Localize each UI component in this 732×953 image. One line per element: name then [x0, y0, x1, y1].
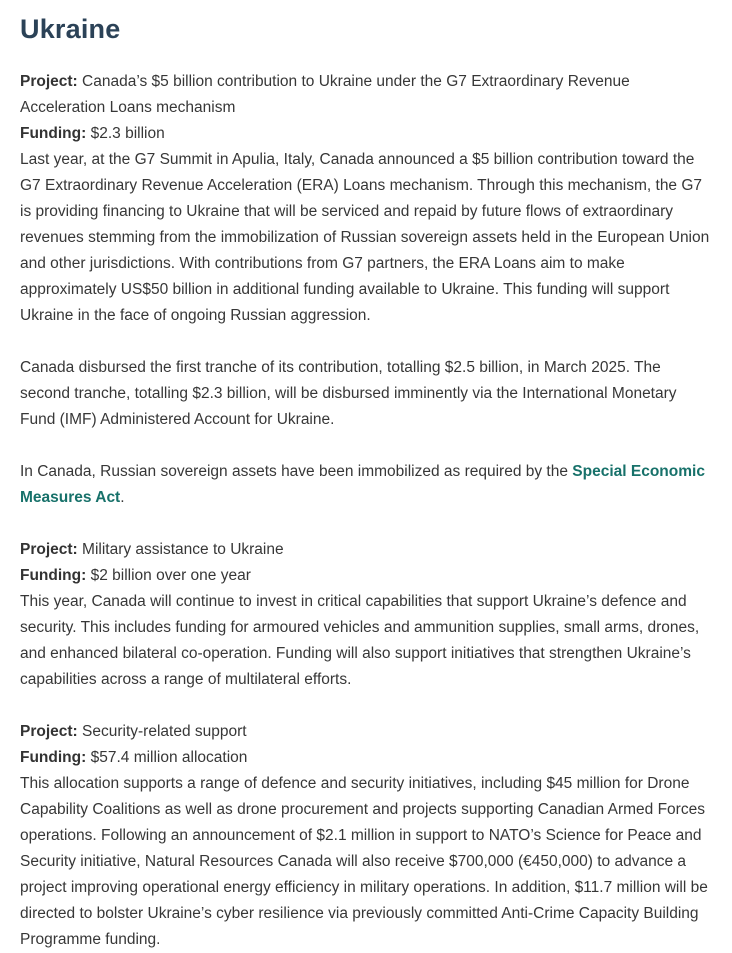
- project-name: Security-related support: [82, 723, 247, 740]
- project-block-security-support: [20, 719, 712, 953]
- project-line: [20, 537, 712, 563]
- project-block-era-loans: [20, 69, 712, 329]
- funding-label: Funding:: [20, 567, 87, 584]
- sema-text-after: .: [120, 489, 125, 506]
- project-name: Military assistance to Ukraine: [82, 541, 284, 558]
- project-description: Last year, at the G7 Summit in Apulia, Italy, Canada announced a $5 billion contribution toward the G7 Extraordinary Revenue Acceleration (ERA) Loans mechanism. Through this mechanism, the G7 is providing financing to Ukraine that will be serviced and repaid by future flows of extraordinary revenues stemming from the immobilization of Russian sovereign assets held in the European Union and other jurisdictions. With contributions from G7 partners, the ERA Loans aim to make approximately US$50 billion in additional funding available to Ukraine. This funding will support Ukraine in the face of ongoing Russian aggression.: [20, 151, 710, 324]
- funding-label: Funding:: [20, 125, 87, 142]
- sema-text-before: In Canada, Russian sovereign assets have been immobilized as required by the: [20, 463, 573, 480]
- funding-amount: $57.4 million allocation: [90, 749, 248, 766]
- funding-line: [20, 745, 712, 771]
- funding-amount: $2.3 billion: [90, 125, 165, 142]
- project-label: Project:: [20, 541, 78, 558]
- paragraph-sema: [20, 459, 712, 511]
- funding-line: [20, 563, 712, 589]
- paragraph-tranche: Canada disbursed the first tranche of its contribution, totalling $2.5 billion, in March 2025. The second tranche, totalling $2.3 billion, will be disbursed imminently via the International Monetary Fund (IMF) Administered Account for Ukraine.: [20, 359, 677, 428]
- project-name: Canada’s $5 billion contribution to Ukraine under the G7 Extraordinary Revenue Acceleration Loans mechanism: [20, 73, 630, 116]
- page-title: Ukraine: [20, 14, 121, 44]
- funding-label: Funding:: [20, 749, 87, 766]
- project-description: This year, Canada will continue to invest in critical capabilities that support Ukraine’s defence and security. This includes funding for armoured vehicles and ammunition supplies, small arms, drones, and enhanced bilateral co-operation. Funding will also support initiatives that strengthen Ukraine’s capabilities across a range of multilateral efforts.: [20, 593, 700, 688]
- project-line: [20, 69, 712, 121]
- project-line: [20, 719, 712, 745]
- funding-amount: $2 billion over one year: [90, 567, 251, 584]
- funding-line: [20, 121, 712, 147]
- project-label: Project:: [20, 723, 78, 740]
- project-label: Project:: [20, 73, 78, 90]
- project-block-military-assistance: [20, 537, 712, 693]
- special-economic-measures-act-link[interactable]: Special Economic Measures Act: [20, 463, 705, 506]
- project-description: This allocation supports a range of defence and security initiatives, including $45 million for Drone Capability Coalitions as well as drone procurement and projects supporting Canadian Armed Forces operations. Following an announcement of $2.1 million in support to NATO’s Science for Peace and Security initiative, Natural Resources Canada will also receive $700,000 (€450,000) to advance a project improving operational energy efficiency in military operations. In addition, $11.7 million will be directed to bolster Ukraine’s cyber resilience via previously committed Anti-Crime Capacity Building Programme funding.: [20, 775, 708, 948]
